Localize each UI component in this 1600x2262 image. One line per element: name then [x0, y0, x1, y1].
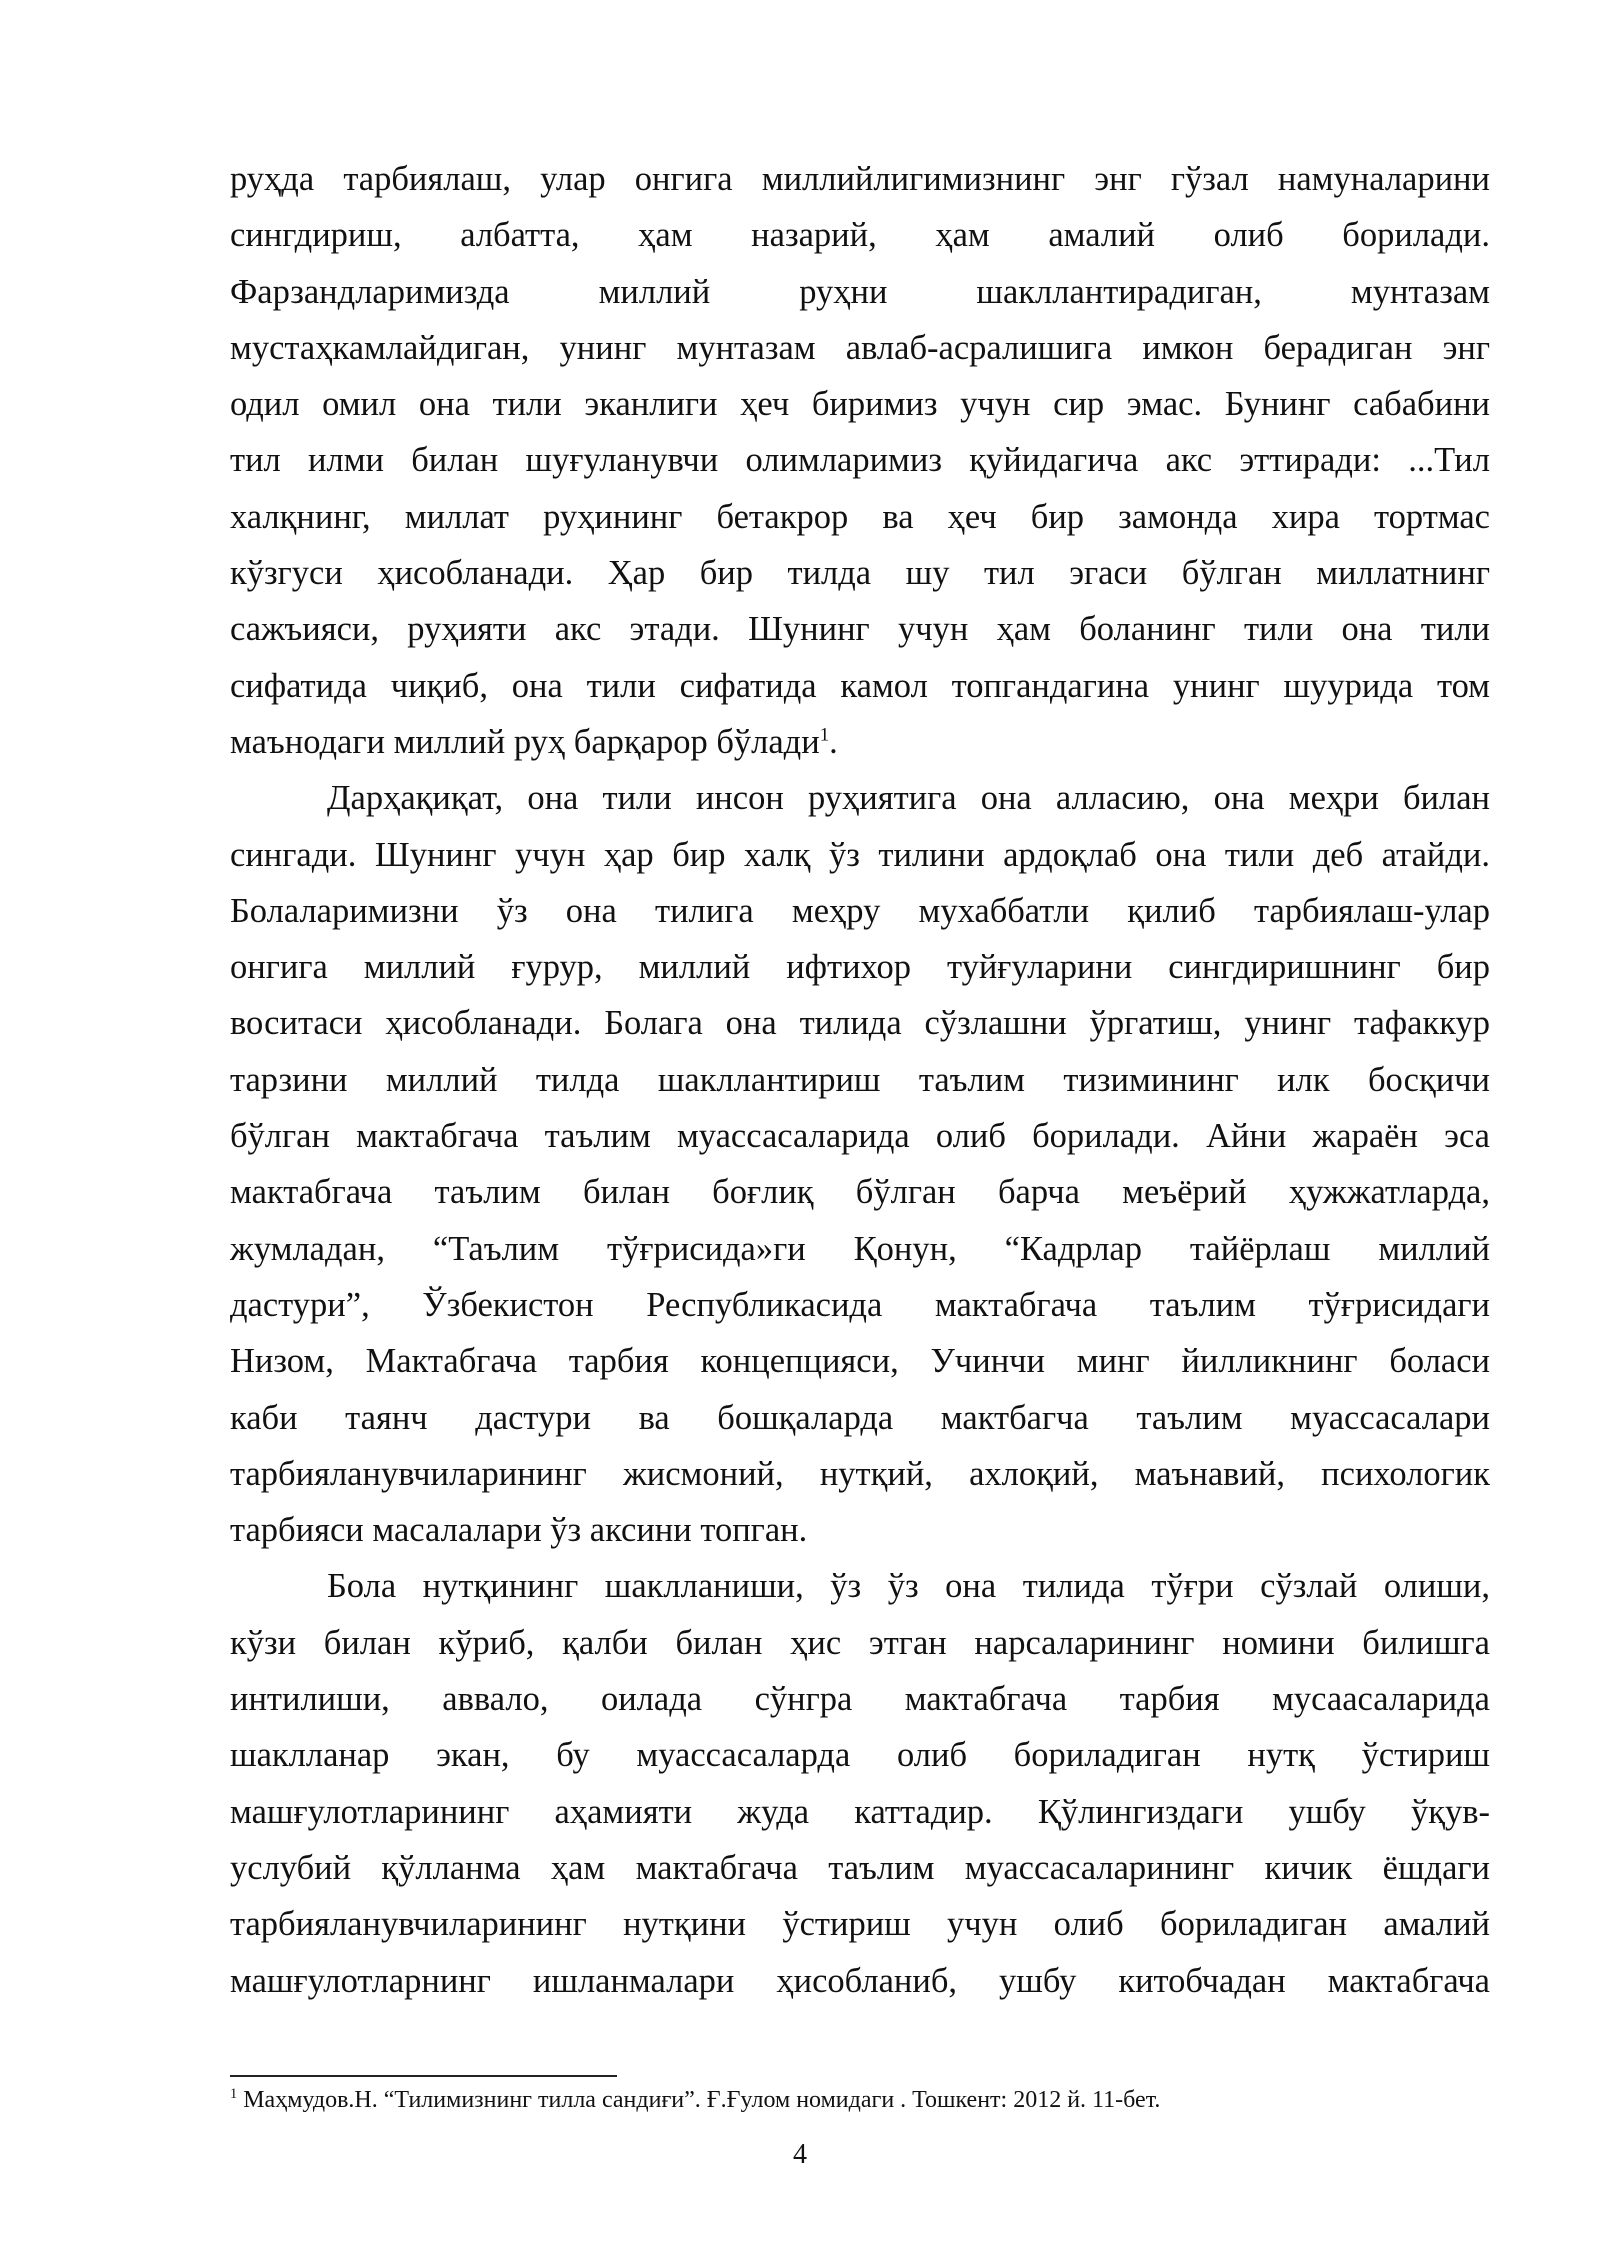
text-line: мактабгача таълим билан боғлиқ бўлган барча меъёрий ҳужжатларда,: [230, 1173, 1490, 1212]
text-line: Болаларимизни ўз она тилига меҳру мухаббатли қилиб тарбиялаш-улар: [230, 891, 1490, 930]
text-line: сажъияси, руҳияти акс этади. Шунинг учун ҳам боланинг тили она тили: [230, 610, 1490, 649]
document-body: [230, 151, 1490, 2009]
text-line: кўзи билан кўриб, қалби билан ҳис этган нарсаларининг номини билишга: [230, 1623, 1490, 1662]
text-line: [230, 714, 1490, 770]
footnote-text: Маҳмудов.Н. “Тилимизнинг тилла сандиғи”. Ғ.Ғулом номидаги . Тошкент: 2012 й. 11-бет.: [237, 2087, 1161, 2113]
text-line: Фарзандларимизда миллий руҳни шакллантирадиган, мунтазам: [230, 272, 1490, 311]
footnote: [230, 2080, 1490, 2120]
text-line: Дарҳақиқат, она тили инсон руҳиятига она алласию, она меҳри билан: [327, 779, 1490, 818]
text-line: руҳда тарбиялаш, улар онгига миллийлигимизнинг энг гўзал намуналарини: [230, 160, 1490, 198]
text-line: жумладан, “Таълим тўғрисида»ги Қонун, “Кадрлар тайёрлаш миллий: [230, 1229, 1490, 1268]
text-line: кўзгуси ҳисобланади. Ҳар бир тилда шу тил эгаси бўлган миллатнинг: [230, 554, 1490, 593]
footnote-reference[interactable]: 1: [819, 724, 830, 746]
text-line: машғулотларининг аҳамияти жуда каттадир. Қўлингиздаги ушбу ўқув-: [230, 1792, 1490, 1831]
text-line: интилиши, аввало, оилада сўнгра мактабгача тарбия мусаасаларида: [230, 1680, 1490, 1719]
paragraph-3: [230, 1558, 1490, 2008]
text-line: сингади. Шунинг учун ҳар бир халқ ўз тилини ардоқлаб она тили деб атайди.: [230, 835, 1490, 874]
text-line: услубий қўлланма ҳам мактабгача таълим муассасаларининг кичик ёшдаги: [230, 1848, 1490, 1887]
text-line: воситаси ҳисобланади. Болага она тилида сўзлашни ўргатиш, унинг тафаккур: [230, 1004, 1490, 1043]
text-line: бўлган мактабгача таълим муассасаларида олиб борилади. Айни жараён эса: [230, 1117, 1490, 1156]
text-line: онгига миллий ғурур, миллий ифтихор туйғуларини сингдиришнинг бир: [230, 948, 1490, 987]
text-line: Бола нутқининг шаклланиши, ўз ўз она тилида тўғри сўзлай олиши,: [327, 1567, 1490, 1606]
paragraph-2: [230, 770, 1490, 1558]
text-line: шаклланар экан, бу муассасаларда олиб бориладиган нутқ ўстириш: [230, 1736, 1490, 1775]
text-line: мустаҳкамлайдиган, унинг мунтазам авлаб-асралишига имкон берадиган энг: [230, 328, 1490, 367]
page-number: 4: [793, 2139, 807, 2170]
text-line: сифатида чиқиб, она тили сифатида камол топгандагина унинг шуурида том: [230, 666, 1490, 705]
text-line-content: маънодаги миллий руҳ барқарор бўлади: [230, 722, 820, 761]
text-line: тарбияси масалалари ўз аксини топган.: [230, 1511, 808, 1550]
text-line: одил омил она тили эканлиги ҳеч биримиз учун сир эмас. Бунинг сабабини: [230, 385, 1490, 424]
text-line: дастури”, Ўзбекистон Республикасида мактабгача таълим тўғрисидаги: [230, 1285, 1490, 1324]
text-line: тарбияланувчиларининг жисмоний, нутқий, ахлоқий, маънавий, психологик: [230, 1454, 1490, 1493]
text-line: тил илми билан шуғуланувчи олимларимиз қуйидагича акс эттиради: ...Тил: [230, 441, 1490, 480]
sentence-end: .: [829, 722, 838, 761]
text-line: тарзини миллий тилда шакллантириш таълим тизимининг илк босқичи: [230, 1060, 1490, 1099]
text-line: сингдириш, албатта, ҳам назарий, ҳам амалий олиб борилади.: [230, 216, 1490, 255]
text-line: Низом, Мактабгача тарбия концепцияси, Учинчи минг йилликнинг боласи: [230, 1342, 1490, 1381]
text-line: тарбияланувчиларининг нутқини ўстириш учун олиб бориладиган амалий: [230, 1905, 1490, 1944]
footnote-separator: [230, 2075, 617, 2077]
footnote-marker: 1: [230, 2086, 238, 2102]
text-line: машғулотларнинг ишланмалари ҳисобланиб, ушбу китобчадан мактабгача: [230, 1961, 1490, 2000]
paragraph-1: [230, 151, 1490, 770]
text-line: халқнинг, миллат руҳининг бетакрор ва ҳеч бир замонда хира тортмас: [230, 497, 1490, 536]
text-line: каби таянч дастури ва бошқаларда мактбагча таълим муассасалари: [230, 1398, 1490, 1437]
